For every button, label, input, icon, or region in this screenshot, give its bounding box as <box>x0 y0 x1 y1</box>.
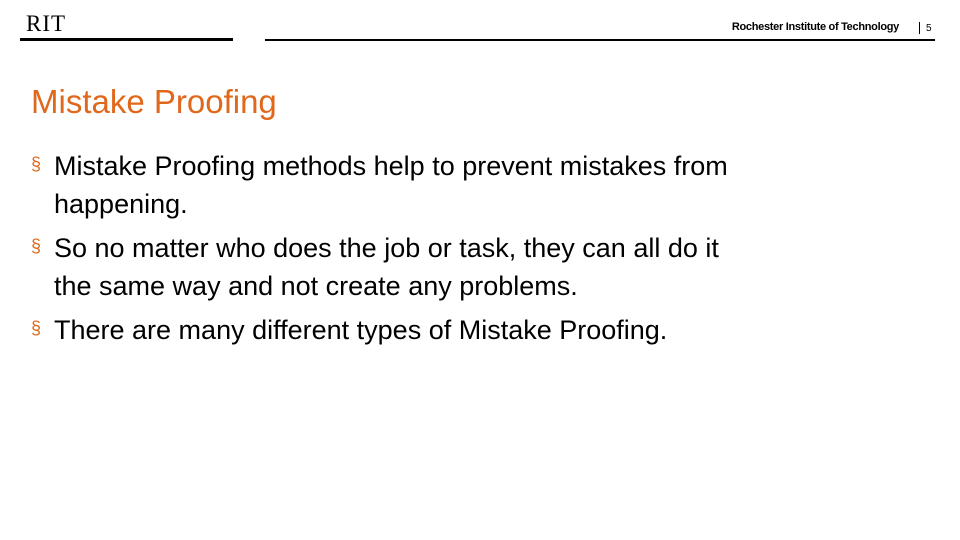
header-rule-left <box>20 38 233 41</box>
bullet-item <box>31 226 931 308</box>
bullet-text-line: happening. <box>54 189 188 219</box>
bullet-marker-icon: § <box>31 236 42 256</box>
header-rule-right <box>265 39 935 41</box>
bullet-text-line: the same way and not create any problems. <box>54 271 578 301</box>
page-number: 5 <box>926 23 932 34</box>
bullet-marker-icon: § <box>31 318 42 338</box>
bullet-text-line: So no matter who does the job or task, they can all do it <box>54 233 719 263</box>
bullet-text-line: Mistake Proofing methods help to prevent mistakes from <box>54 151 728 181</box>
bullet-marker-icon: § <box>31 154 42 174</box>
bullet-text-line: There are many different types of Mistake Proofing. <box>54 315 668 345</box>
slide-title: Mistake Proofing <box>31 83 277 120</box>
bullet-list <box>31 144 931 352</box>
page-number-divider <box>919 22 920 34</box>
bullet-item <box>31 144 931 226</box>
institution-name: Rochester Institute of Technology <box>731 21 899 33</box>
rit-logo: RIT <box>26 11 67 36</box>
bullet-item <box>31 308 931 352</box>
